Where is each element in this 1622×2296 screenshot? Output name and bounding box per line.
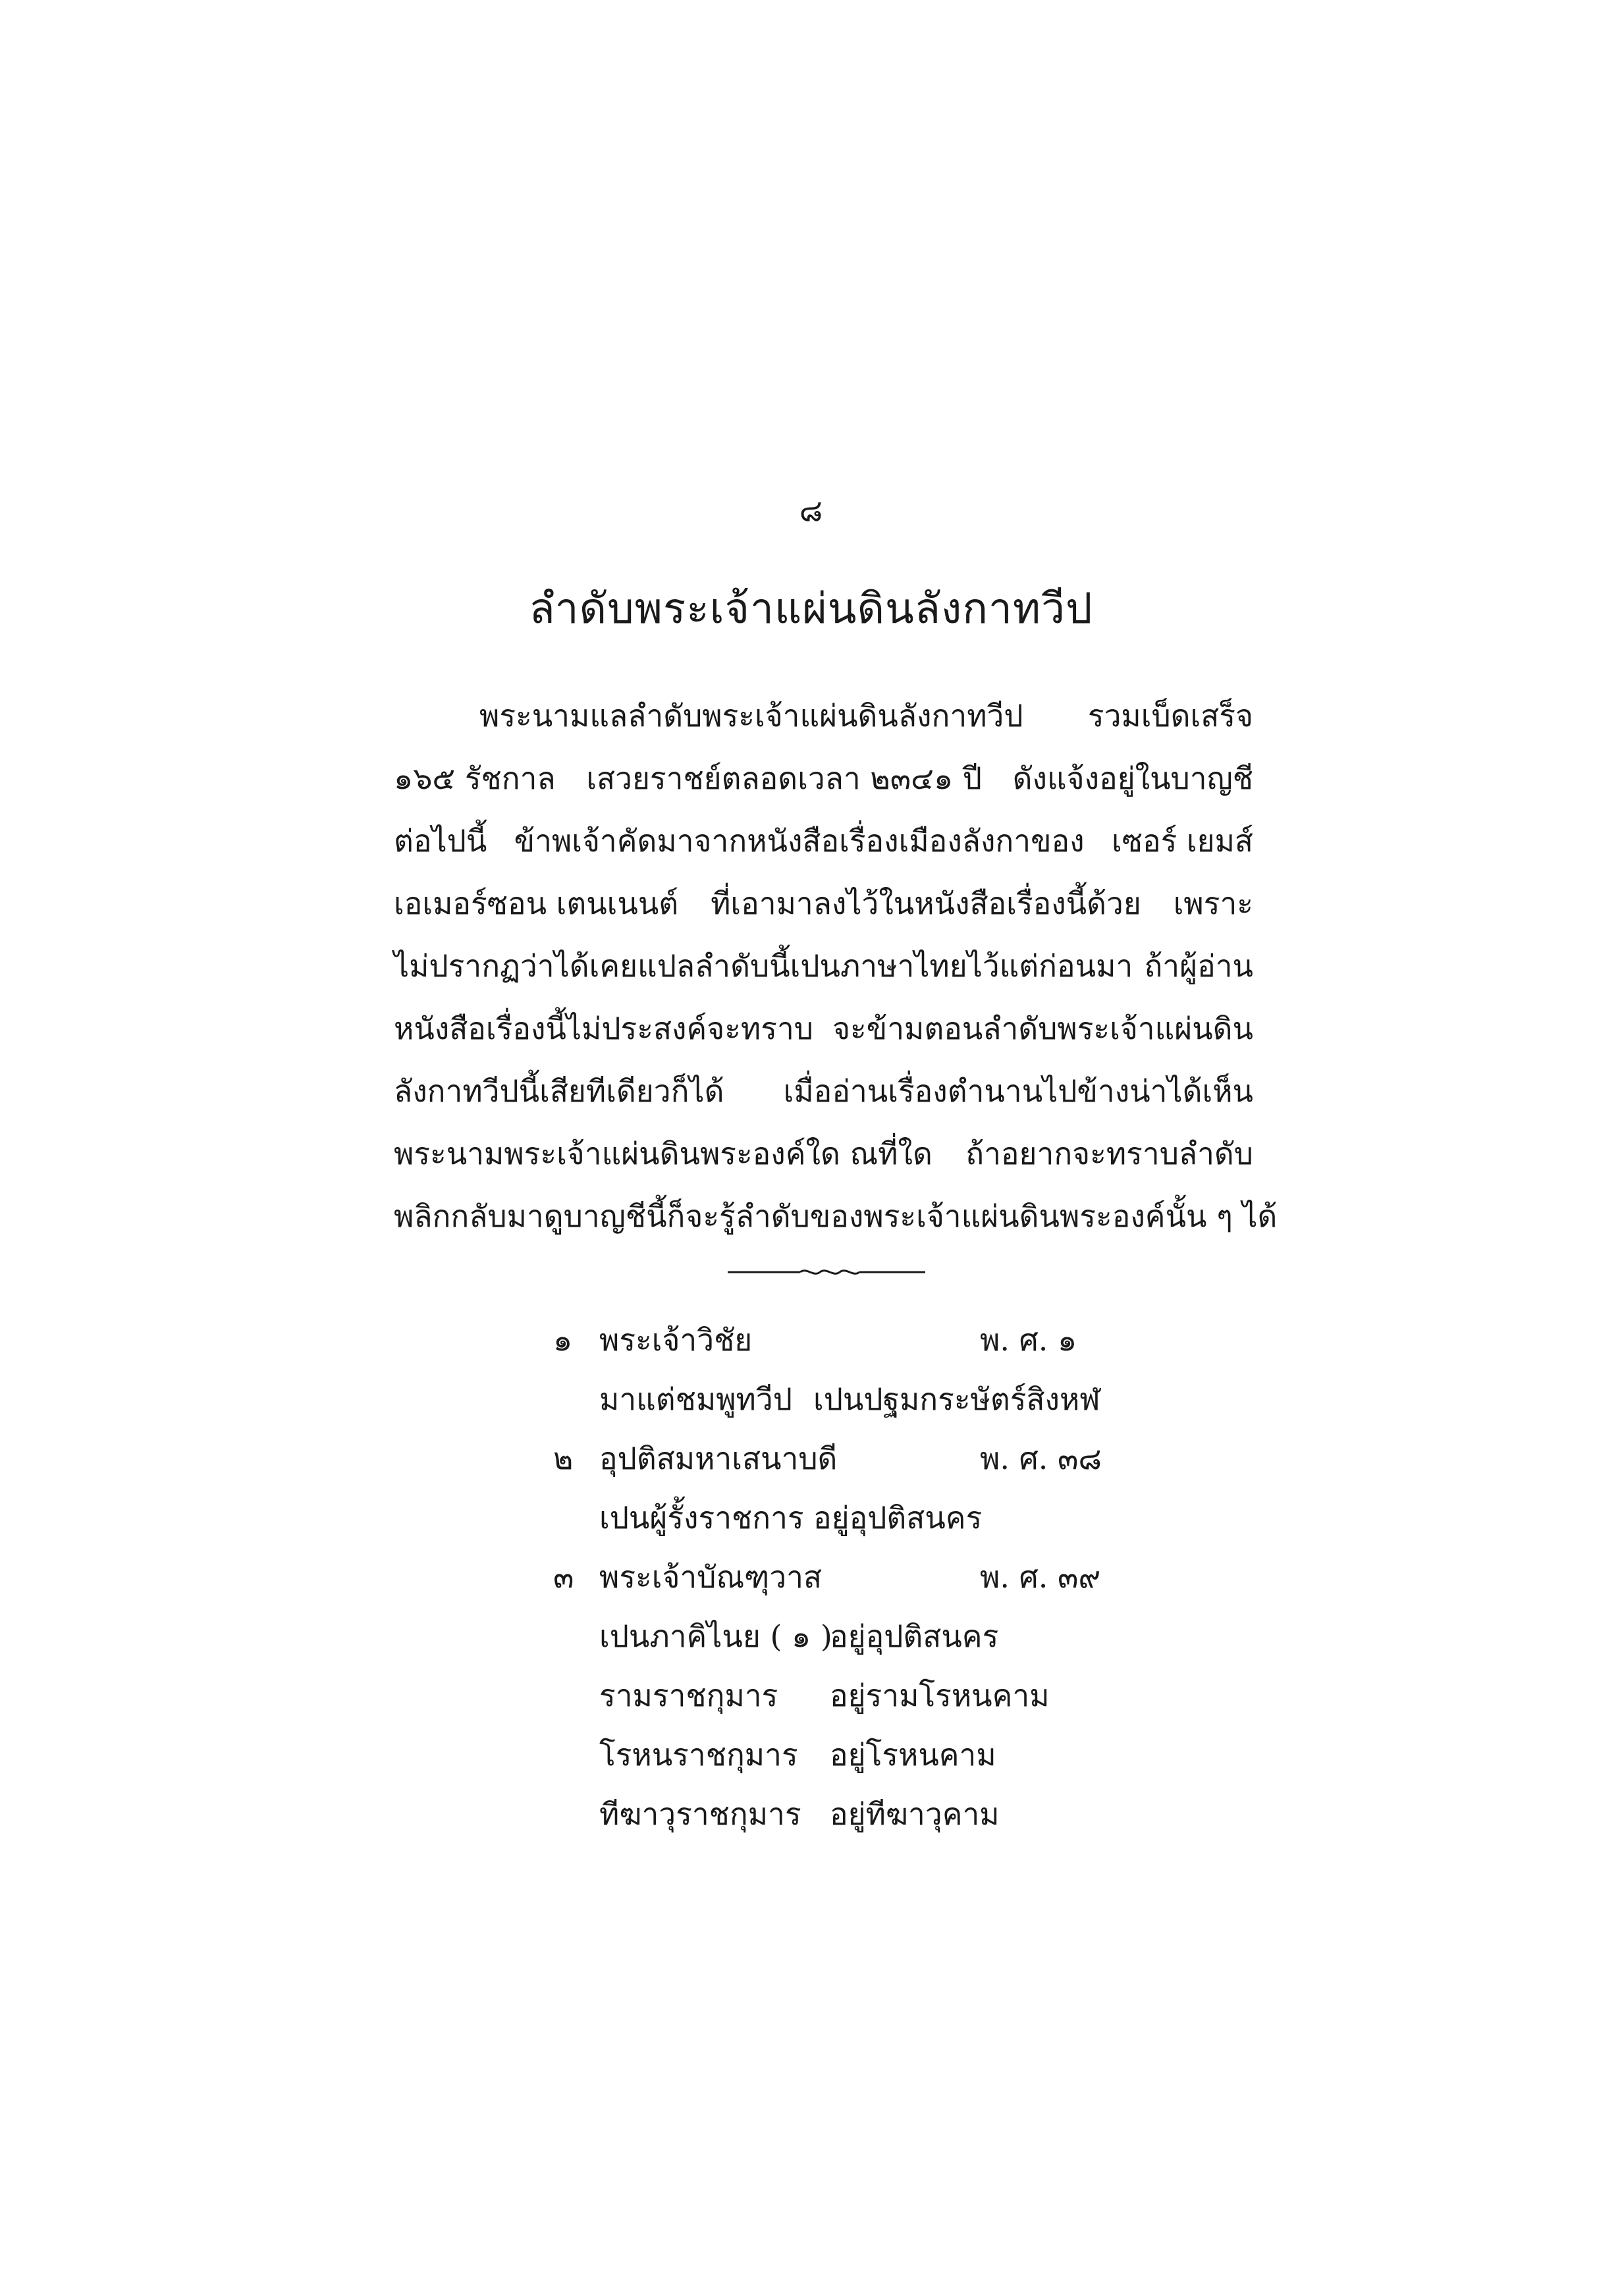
page-title: ลำดับพระเจ้าแผ่นดินลังกาทวีป — [529, 585, 1093, 633]
entry-number: ๓ — [553, 1559, 574, 1595]
entry-detail: ทีฆาวุราชกุมาร อยู่ทีฆาวุคาม — [599, 1796, 1000, 1832]
paragraph-line: หนังสือเรื่องนี้ไม่ประสงค์จะทราบ จะข้ามตอนลำดับพระเจ้าแผ่นดิน — [394, 1011, 1253, 1046]
paragraph-line: ต่อไปนี้ ข้าพเจ้าคัดมาจากหนังสือเรื่องเมืองลังกาของ เซอร์ เยมส์ — [394, 823, 1253, 859]
paragraph-line: ไม่ปรากฏว่าได้เคยแปลลำดับนี้เปนภาษาไทยไว้แต่ก่อนมา ถ้าผู้อ่าน — [394, 948, 1253, 984]
entry-detail: เปนภาคิไนย ( ๑ ) อยู่อุปติสนคร — [599, 1618, 999, 1654]
ornamental-divider-icon — [728, 1264, 925, 1280]
page-number: ๘ — [799, 493, 823, 528]
entry-name: อุปติสมหาเสนาบดี — [599, 1441, 838, 1476]
entry-detail: รามราชกุมาร อยู่รามโรหนคาม — [599, 1678, 1050, 1713]
entry-number: ๒ — [553, 1441, 574, 1476]
entry-number: ๑ — [553, 1322, 573, 1358]
entry-detail: โรหนราชกุมาร อยู่โรหนคาม — [599, 1737, 996, 1773]
intro-paragraph — [394, 685, 1278, 1248]
paragraph-line: พลิกกลับมาดูบาญชีนี้ ก็จะรู้ลำดับของพระเจ้าแผ่นดินพระองค์นั้น ๆ ได้ — [394, 1198, 1278, 1234]
paragraph-line: ๑๖๕ รัชกาล เสวยราชย์ตลอดเวลา ๒๓๔๑ ปี ดังแจ้งอยู่ในบาญชี — [394, 761, 1253, 796]
list-item — [553, 1547, 1212, 1607]
entry-year: พ. ศ. ๑ — [980, 1322, 1077, 1358]
paragraph-line: เอเมอร์ซอน เตนเนนต์ ที่เอามาลงไว้ในหนังสือเรื่องนี้ด้วย เพราะ — [394, 886, 1253, 921]
entry-detail: เปนผู้รั้งราชการ อยู่อุปติสนคร — [599, 1500, 983, 1535]
paragraph-line: ลังกาทวีปนี้เสียทีเดียวก็ได้ เมื่ออ่านเรื่องตำนานไปข้างน่าได้เห็น — [394, 1073, 1253, 1109]
entry-name: พระเจ้าบัณฑุวาส — [599, 1559, 823, 1595]
entry-year: พ. ศ. ๓๙ — [980, 1559, 1101, 1595]
entry-year: พ. ศ. ๓๘ — [980, 1441, 1102, 1476]
entry-detail: มาแต่ชมพูทวีป เปนปฐมกระษัตร์สิงหฬ — [599, 1381, 1100, 1417]
paragraph-line: พระนามแลลำดับพระเจ้าแผ่นดินลังกาทวีป รวมเบ็ดเสร็จ — [479, 698, 1253, 734]
paragraph-line: พระนามพระเจ้าแผ่นดินพระองค์ใด ณที่ใด ถ้าอยากจะทราบลำดับ — [394, 1136, 1253, 1171]
list-item — [553, 1429, 1212, 1488]
entry-name: พระเจ้าวิชัย — [599, 1322, 753, 1358]
list-item — [553, 1310, 1212, 1370]
king-list — [553, 1310, 1212, 1844]
